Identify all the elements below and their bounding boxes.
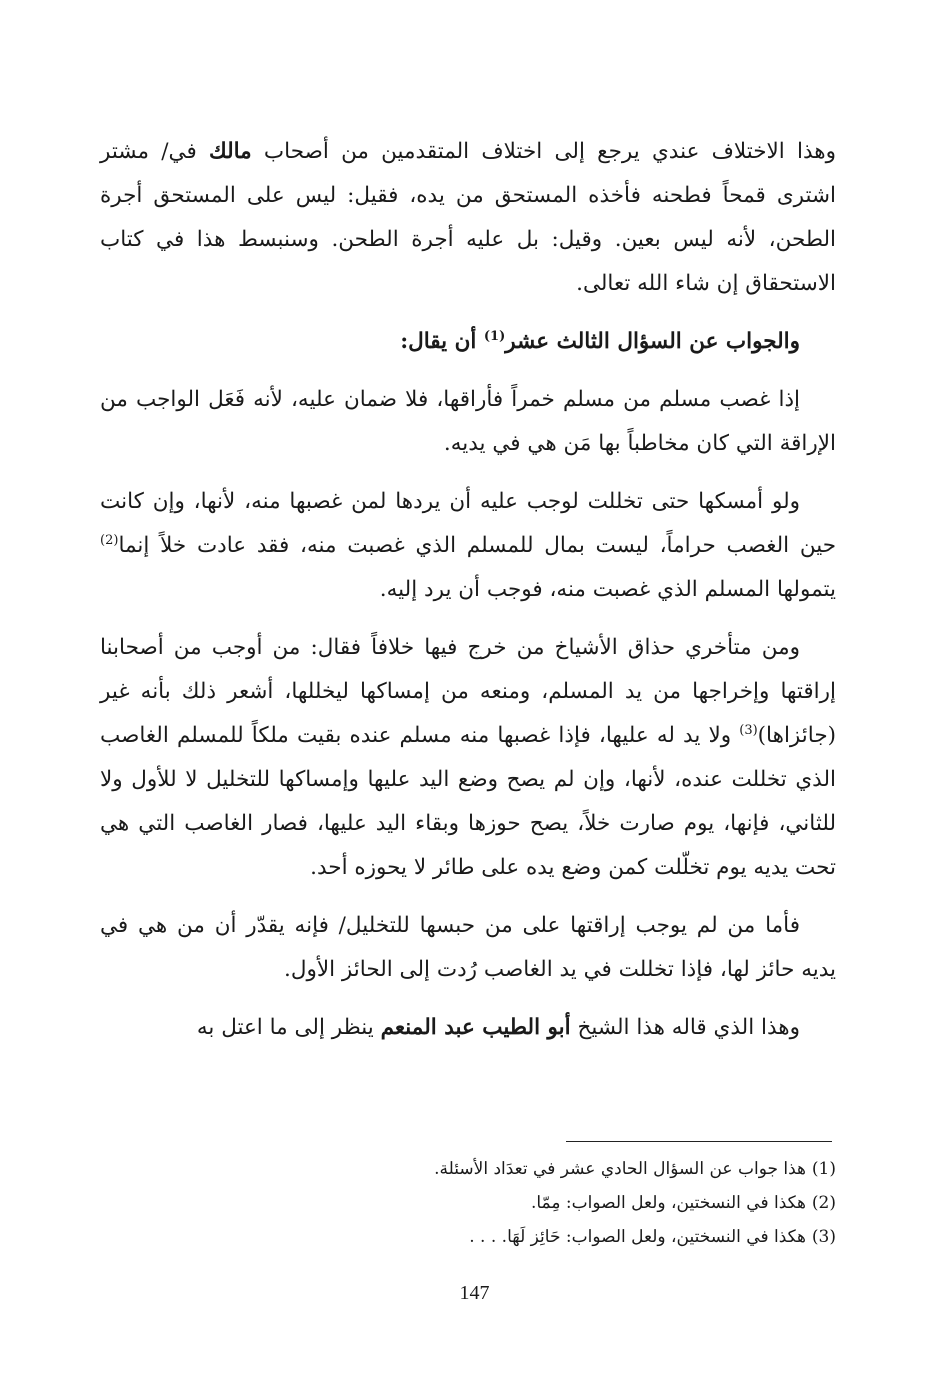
section-heading (100, 320, 836, 364)
paragraph-4-end: ولا يد له عليها، فإذا غصبها منه مسلم عنده بقيت ملكاً للمسلم الغاصب الذي تخللت عنده، لأنها، وإن لم يصح وضع اليد عليها وإمساكها للتخليل لا للأول ولا للثاني، فإنها، يوم صارت خلاً، يصح حوزها وبقاء اليد عليها، فصار الغاصب التي هي تحت يديه يوم تخلّلت كمن وضع يده على طائر لا يحوزه أحد. (100, 723, 836, 880)
footnote-text: هذا جواب عن السؤال الحادي عشر في تعدَاد الأسئلة. (434, 1159, 806, 1179)
name-abu-al-tayyib: أبو الطيب عبد المنعم (380, 1015, 571, 1040)
footnote-ref-3: (3) (739, 722, 758, 738)
paragraph-2: إذا غصب مسلم من مسلم خمراً فأراقها، فلا ضمان عليه، لأنه فَعَل الواجب من الإراقة التي كان مخاطباً بها مَن هي في يديه. (100, 387, 836, 456)
footnote-number: (2) (811, 1193, 836, 1213)
footnote-text: هكذا في النسختين، ولعل الصواب: حَائِز لَهَا. . . . (469, 1227, 806, 1247)
paragraph-1-end: في/ مشتر اشترى قمحاً فطحنه فأخذه المستحق من يده، فقيل: ليس على المستحق أجرة الطحن، لأنه ليس بعين. وقيل: بل عليه أجرة الطحن. وسنبسط هذا في كتاب الاستحقاق إن شاء الله تعالى. (100, 139, 836, 296)
paragraph-6-end: ينظر إلى ما اعتل به (196, 1015, 381, 1040)
page-number: 147 (459, 1282, 490, 1304)
footnote-3 (260, 1220, 836, 1254)
footnotes (260, 1152, 836, 1254)
name-malik: مالك (208, 139, 252, 164)
footnote-number: (1) (811, 1159, 836, 1179)
paragraph-3-start: ولو أمسكها حتى تخللت لوجب عليه أن يردها لمن غصبها منه، لأنها، وإن كانت حين الغصب حراماً، ليست بمال للمسلم الذي غصبت منه، فقد عادت خلاً إنما (100, 489, 836, 558)
footnote-text: هكذا في النسختين، ولعل الصواب: مِمّا. (530, 1193, 806, 1213)
footnote-2 (260, 1186, 836, 1220)
paragraph-3 (100, 480, 836, 612)
footnote-1 (260, 1152, 836, 1186)
paragraph-4-start: ومن متأخري حذاق الأشياخ من خرج فيها خلافاً فقال: من أوجب من أصحابنا إراقتها وإخراجها من يد المسلم، ومنعه من إمساكها ليخللها، أشعر ذلك بأنه غير (جائزاها) (100, 635, 836, 748)
footnote-number: (3) (811, 1227, 836, 1247)
main-text (100, 130, 836, 1064)
paragraph-5: فأما من لم يوجب إراقتها على من حبسها للتخليل/ فإنه يقدّر أن من هي في يديه حائز لها، فإذا تخللت في يد الغاصب رُدت إلى الحائز الأول. (100, 913, 836, 982)
paragraph-1 (100, 130, 836, 306)
footnote-ref-2: (2) (100, 532, 119, 548)
paragraph-6 (100, 1006, 836, 1050)
heading-text: والجواب عن السؤال الثالث عشر (505, 329, 800, 354)
paragraph-3-end: يتمولها المسلم الذي غصبت منه، فوجب أن يرد إليه. (379, 577, 836, 602)
footnote-divider (566, 1141, 832, 1142)
heading-tail: أن يقال: (400, 329, 484, 354)
paragraph-4 (100, 626, 836, 890)
paragraph-6-start: وهذا الذي قاله هذا الشيخ (570, 1015, 800, 1040)
footnote-ref-1: (1) (483, 328, 506, 344)
paragraph-1-start: وهذا الاختلاف عندي يرجع إلى اختلاف المتقدمين من أصحاب (251, 139, 836, 164)
